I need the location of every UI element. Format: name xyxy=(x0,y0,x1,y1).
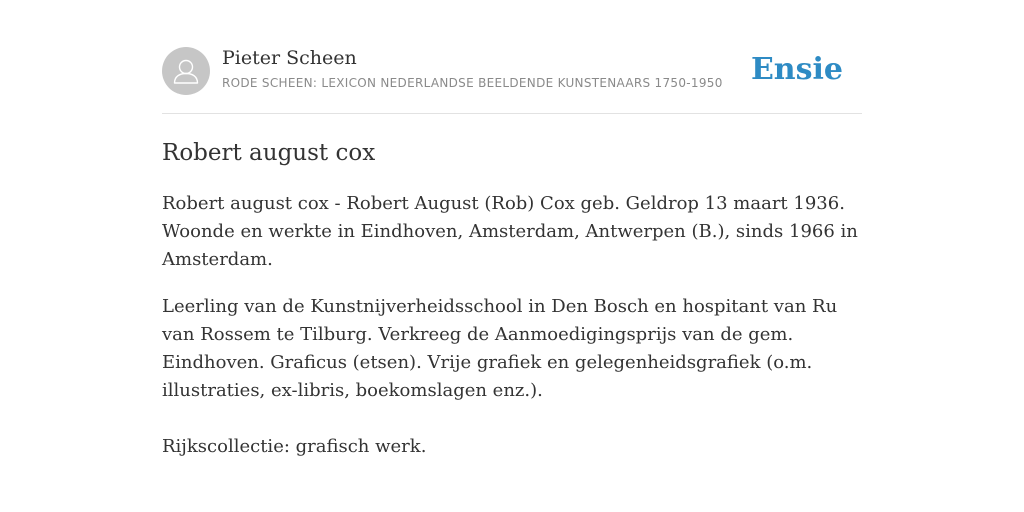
user-avatar-icon xyxy=(162,47,210,95)
source-label[interactable]: RODE SCHEEN: LEXICON NEDERLANDSE BEELDENDE KUNSTENAARS 1750-1950 xyxy=(222,76,723,90)
article-card xyxy=(162,0,862,457)
article-paragraph: Rijkscollectie: grafisch werk. xyxy=(162,436,427,457)
author-name[interactable]: Pieter Scheen xyxy=(222,47,357,69)
article-paragraph: Leerling van de Kunstnijverheidsschool in Den Bosch en hospitant van Ru van Rossem te Tilburg. Verkreeg de Aanmoedigingsprijs van de gem. Eindhoven. Graficus (etsen). Vrije grafiek en gelegenheidsgrafiek (o.m. illustraties, ex-libris, boekomslagen enz.). xyxy=(162,296,838,401)
article-paragraph: Robert august cox - Robert August (Rob) Cox geb. Geldrop 13 maart 1936. Woonde en werkte in Eindhoven, Amsterdam, Antwerpen (B.), sinds 1966 in Amsterdam. xyxy=(162,193,858,270)
article-title: Robert august cox xyxy=(162,140,376,166)
ensie-logo[interactable]: Ensie xyxy=(750,52,843,87)
article-header xyxy=(162,0,862,114)
author-avatar[interactable] xyxy=(162,47,210,95)
